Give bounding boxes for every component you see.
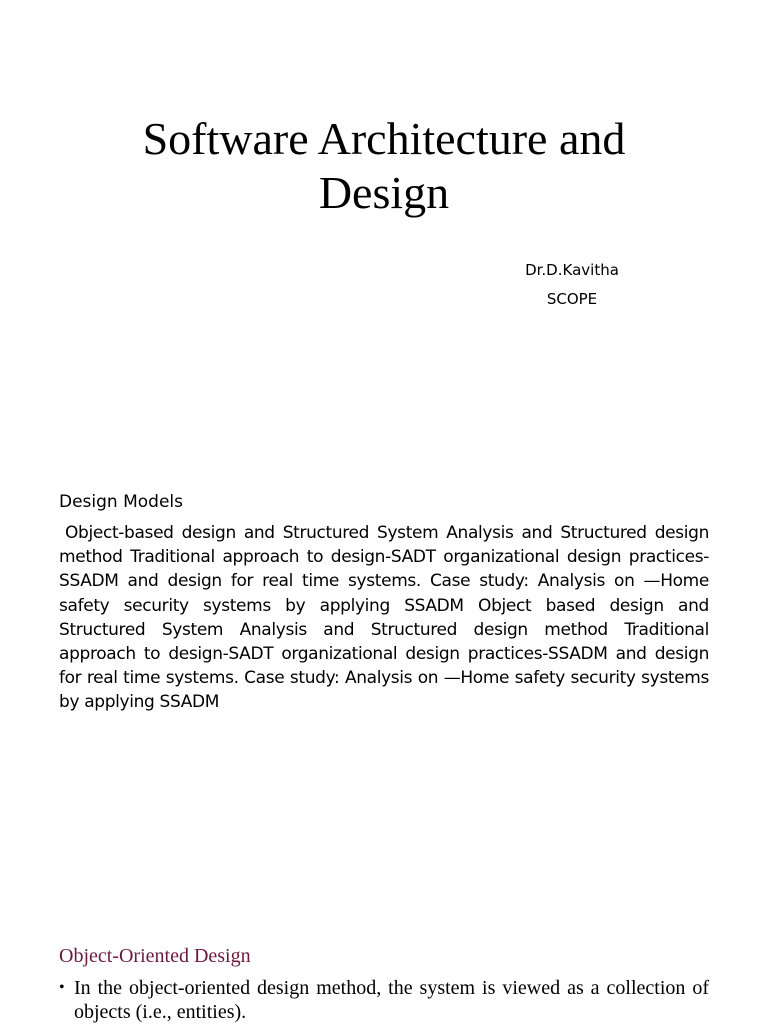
design-models-heading: Design Models (59, 492, 183, 512)
design-models-text: Object-based design and Structured System Analysis and Structured design method Traditional approach to design-SADT organizational design practices-SSADM and design for real time systems. Case study: Analysis on —Home safety security systems by applying SSADM Object based design and Structured System Analysis and Structured design method Traditional approach to design-SADT organizational design practices-SSADM and design for real time systems. Case study: Analysis on —Home safety security systems by applying SSADM (59, 523, 709, 713)
title-slide (0, 0, 768, 340)
design-models-body (59, 521, 709, 715)
design-models-slide (0, 470, 768, 730)
bullet-icon: • (59, 979, 65, 996)
author-school: SCOPE (546, 290, 598, 308)
list-item (59, 976, 709, 1024)
bullet-text: In the object-oriented design method, the system is viewed as a collection of objects (i.e., entities). (74, 977, 709, 1023)
object-oriented-design-heading: Object-Oriented Design (59, 945, 251, 967)
author-name: Dr.D.Kavitha (525, 261, 619, 279)
presentation-title: Software Architecture and Design (142, 113, 626, 218)
object-oriented-design-slide (0, 930, 768, 1024)
bullet-list (59, 976, 709, 1024)
author-block (500, 256, 644, 314)
